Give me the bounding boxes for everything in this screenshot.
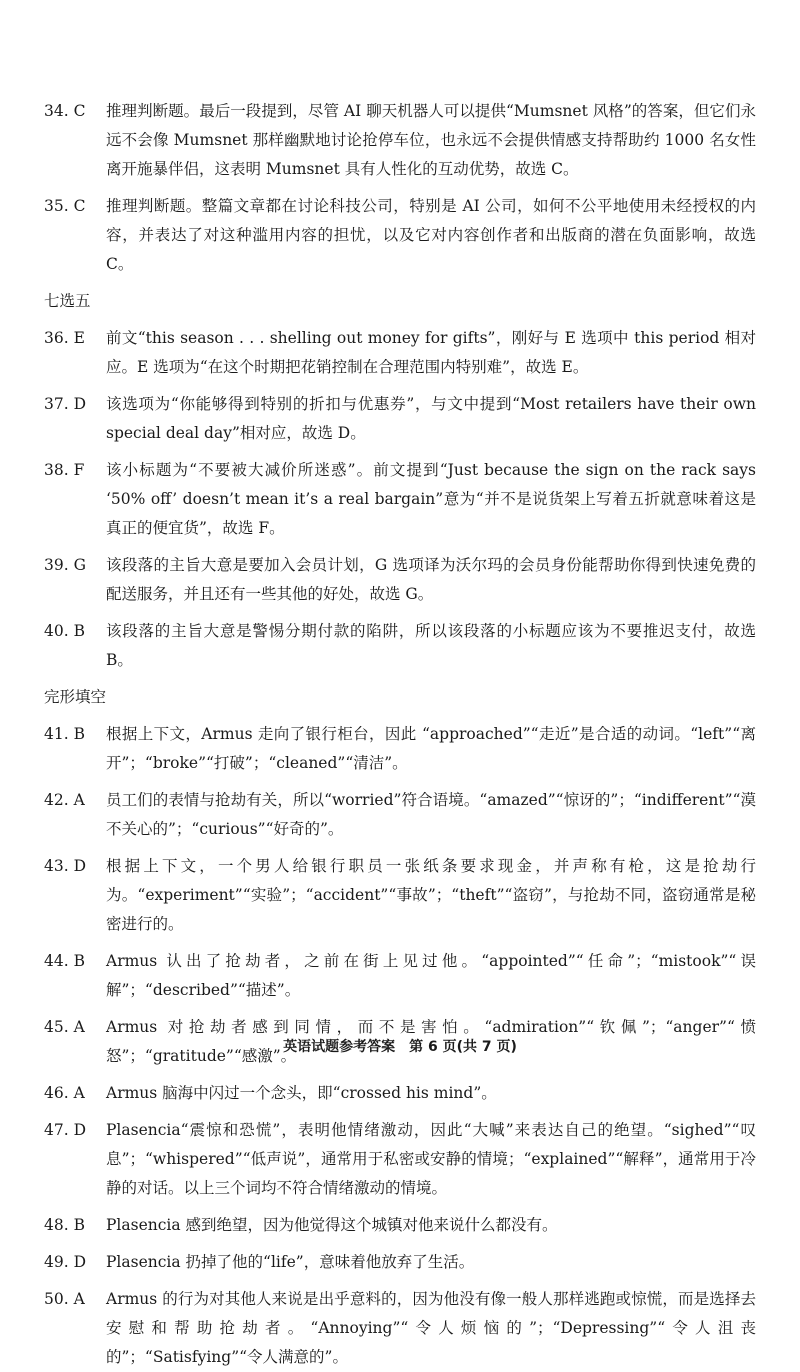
answer-number: 50. A (44, 1290, 85, 1308)
answer-item (44, 390, 756, 448)
answer-explanation: 根据上下文，Armus 走向了银行柜台，因此 “approached”“走近”是合适的动词。“left”“离开”；“broke”“打破”；“cleaned”“清洁”。 (106, 725, 756, 772)
section-heading-seven-choose-five: 七选五 (44, 292, 91, 310)
answer-item (44, 1116, 756, 1203)
answer-explanation: 根据上下文，一个男人给银行职员一张纸条要求现金，并声称有枪，这是抢劫行为。“experiment”“实验”；“accident”“事故”；“theft”“盗窃”，与抢劫不同，盗窃通常是秘密进行的。 (106, 857, 756, 933)
answer-explanation: 前文“this season . . . shelling out money for gifts”，刚好与 E 选项中 this period 相对应。E 选项为“在这个时期把花销控制在合理范围内特别难”，故选 E。 (106, 329, 756, 376)
answer-item (44, 947, 756, 1005)
answer-item (44, 1248, 756, 1277)
answer-explanation: Armus 的行为对其他人来说是出乎意料的，因为他没有像一般人那样逃跑或惊慌，而是选择去安慰和帮助抢劫者。“Annoying”“令人烦恼的”；“Depressing”“令人沮丧的”；“Satisfying”“令人满意的”。 (106, 1290, 756, 1366)
answer-number: 41. B (44, 725, 85, 743)
answer-explanation: 员工们的表情与抢劫有关，所以“worried”符合语境。“amazed”“惊讶的”；“indifferent”“漠不关心的”；“curious”“好奇的”。 (106, 791, 756, 838)
answer-explanation: Armus 脑海中闪过一个念头，即“crossed his mind”。 (106, 1084, 497, 1102)
answer-number: 39. G (44, 556, 86, 574)
answer-explanation: 该段落的主旨大意是要加入会员计划，G 选项译为沃尔玛的会员身份能帮助你得到快速免费的配送服务，并且还有一些其他的好处，故选 G。 (106, 556, 756, 603)
section-heading-cloze: 完形填空 (44, 688, 107, 706)
answer-item (44, 1285, 756, 1372)
answer-number: 47. D (44, 1121, 87, 1139)
answer-item (44, 786, 756, 844)
seven-choose-five-answers (44, 324, 756, 675)
answer-item (44, 1079, 756, 1108)
answer-explanation: 该小标题为“不要被大减价所迷惑”。前文提到“Just because the sign on the rack says ‘50% off’ doesn’t mean it’s a real bargain”意为“并不是说货架上写着五折就意味着这是真正的便宜货”，故选 F。 (106, 461, 756, 537)
answer-explanation: Armus 认出了抢劫者，之前在街上见过他。“appointed”“任命”；“mistook”“误解”；“described”“描述”。 (106, 952, 756, 999)
answer-number: 36. E (44, 329, 85, 347)
answer-explanation: 推理判断题。整篇文章都在讨论科技公司，特别是 AI 公司，如何不公平地使用未经授权的内容，并表达了对这种滥用内容的担忧，以及它对内容创作者和出版商的潜在负面影响，故选 C。 (106, 197, 756, 273)
answer-number: 45. A (44, 1018, 85, 1036)
answer-number: 48. B (44, 1216, 85, 1234)
answer-number: 46. A (44, 1084, 85, 1102)
answer-explanation: Plasencia 感到绝望，因为他觉得这个城镇对他来说什么都没有。 (106, 1216, 558, 1234)
answer-explanation: 推理判断题。最后一段提到，尽管 AI 聊天机器人可以提供“Mumsnet 风格”的答案，但它们永远不会像 Mumsnet 那样幽默地讨论抢停车位，也永远不会提供情感支持帮助约 1000 名女性离开施暴伴侣，这表明 Mumsnet 具有人性化的互动优势，故选 C。 (106, 102, 756, 178)
answer-number: 43. D (44, 857, 87, 875)
answer-item (44, 551, 756, 609)
reading-answers (44, 97, 756, 279)
answer-number: 42. A (44, 791, 85, 809)
answer-number: 44. B (44, 952, 85, 970)
answer-item (44, 1211, 756, 1240)
answer-explanation: Plasencia“震惊和恐慌”，表明他情绪激动，因此“大喊”来表达自己的绝望。“sighed”“叹息”；“whispered”“低声说”，通常用于私密或安静的情境；“explained”“解释”，通常用于冷静的对话。以上三个词均不符合情绪激动的情境。 (106, 1121, 756, 1197)
answer-item (44, 720, 756, 778)
answer-number: 49. D (44, 1253, 87, 1271)
answer-number: 40. B (44, 622, 85, 640)
answer-item (44, 97, 756, 184)
answer-number: 38. F (44, 461, 85, 479)
answer-number: 35. C (44, 197, 86, 215)
answer-explanation: Plasencia 扔掉了他的“life”，意味着他放弃了生活。 (106, 1253, 475, 1271)
answer-item (44, 324, 756, 382)
answer-number: 37. D (44, 395, 87, 413)
answer-item (44, 192, 756, 279)
answer-explanation: 该段落的主旨大意是警惕分期付款的陷阱，所以该段落的小标题应该为不要推迟支付，故选 B。 (106, 622, 756, 669)
answer-item (44, 852, 756, 939)
answer-explanation: Armus 对抢劫者感到同情，而不是害怕。“admiration”“钦佩”；“anger”“愤怒”；“gratitude”“感激”。 (106, 1018, 756, 1065)
answer-item (44, 617, 756, 675)
answer-explanation: 该选项为“你能够得到特别的折扣与优惠券”，与文中提到“Most retailers have their own special deal day”相对应，故选 D。 (106, 395, 756, 442)
answer-number: 34. C (44, 102, 86, 120)
page-footer: 英语试题参考答案 第 6 页(共 7 页) (283, 1039, 517, 1055)
answer-item (44, 456, 756, 543)
